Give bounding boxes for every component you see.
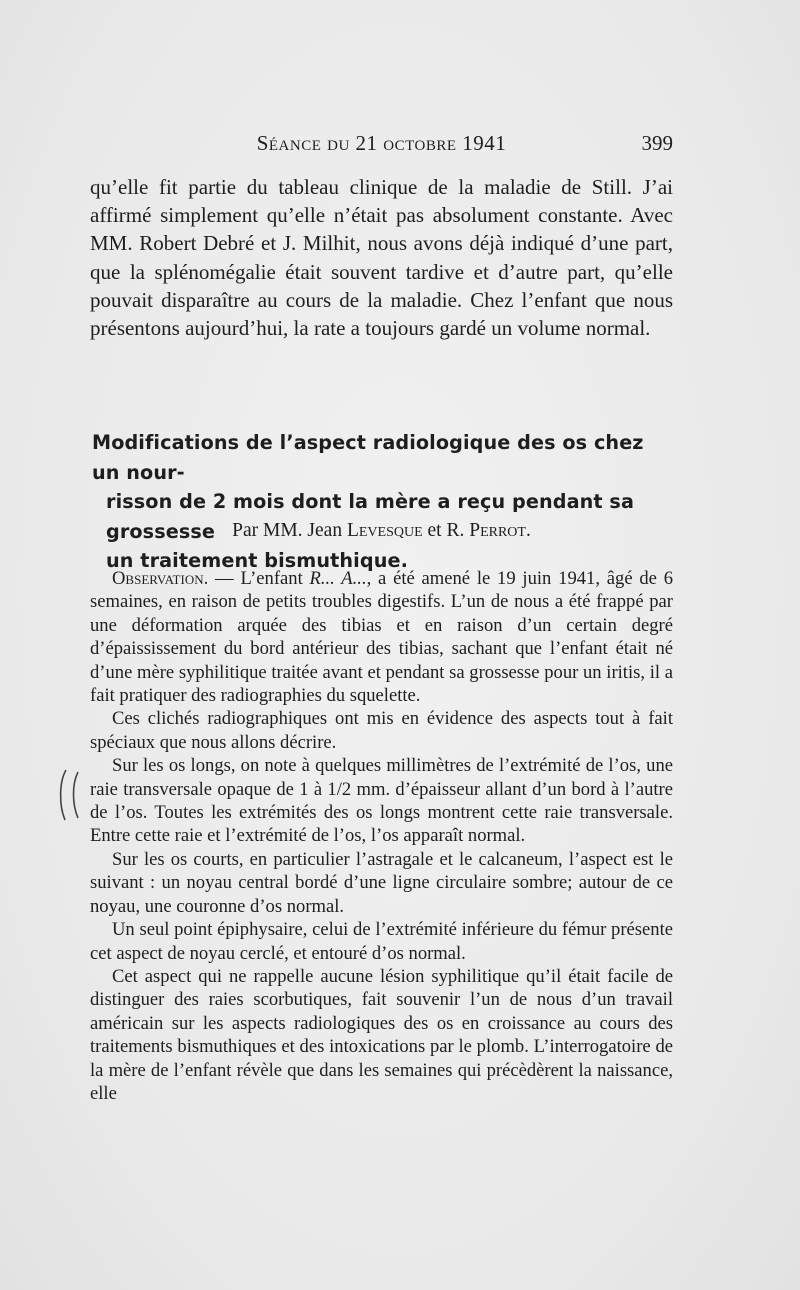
- title-line-1: Modifications de l’aspect radiologique des os chez un nour-: [92, 431, 644, 484]
- continued-paragraph: [90, 173, 673, 342]
- patient-initials: R... A...: [309, 568, 367, 589]
- observation-paragraph-6: Cet aspect qui ne rappelle aucune lésion syphilitique qu’il était facile de distinguer des raies scorbutiques, fait souvenir l’un de nous d’un travail américain sur les aspects radiologiques des os en croissance au cours des traitements bismuthiques et des intoxications par le plomb. L’interrogatoire de la mère de l’enfant révèle que dans les semaines qui précèdèrent la naissance, elle: [90, 965, 673, 1104]
- title-line-2: risson de 2 mois dont la mère a reçu pendant sa grossesse: [106, 490, 634, 543]
- handwritten-margin-bracket: [56, 768, 86, 822]
- running-title: Séance du 21 octobre 1941: [256, 131, 507, 155]
- observation-paragraph-1: Observation. — L’enfant R... A..., a été amené le 19 juin 1941, âgé de 6 semaines, en raison de petits troubles digestifs. L’un de nous a été frappé par une déformation arquée des tibias et en raison d’un certain degré d’épaississement du bord antérieur des tibias, sachant que l’enfant était né d’une mère syphilitique traitée avant et pendant sa grossesse pour un iritis, il a fait pratiquer des radiographies du squelette.: [90, 568, 673, 707]
- running-header: [90, 130, 673, 156]
- article-title: [92, 428, 675, 576]
- paragraph-text: qu’elle fit partie du tableau clinique de la maladie de Still. J’ai affirmé simplement qu’elle n’était pas absolument constante. Avec MM. Robert Debré et J. Milhit, nous avons déjà indiqué d’une part, que la splénomégalie était souvent tardive et d’autre part, qu’elle pouvait disparaître au cours de la maladie. Chez l’enfant que nous présentons aujourd’hui, la rate a toujours gardé un volume normal.: [90, 175, 673, 341]
- author-byline: Par MM. Jean Levesque et R. Perrot.: [232, 520, 531, 541]
- author-name-1: Levesque: [346, 520, 423, 541]
- observation-paragraph-2: Ces clichés radiographiques ont mis en évidence des aspects tout à fait spéciaux que nous allons décrire.: [90, 708, 673, 753]
- observation-paragraph-3: Sur les os longs, on note à quelques millimètres de l’extrémité de l’os, une raie transversale opaque de 1 à 1/2 mm. d’épaisseur allant d’un bord à l’autre de l’os. Toutes les extrémités des os longs montrent cette raie transversale. Entre cette raie et l’extrémité de l’os, l’os apparaît normal.: [90, 755, 673, 847]
- observation-label: Observation.: [112, 568, 209, 589]
- author-name-2: Perrot: [469, 520, 526, 541]
- observation-paragraph-4: Sur les os courts, en particulier l’astragale et le calcaneum, l’aspect est le suivant : un noyau central bordé d’une ligne circulaire sombre; autour de ce noyau, une couronne d’os normal.: [90, 848, 673, 917]
- page-number: 399: [641, 131, 673, 155]
- observation-paragraph-5: Un seul point épiphysaire, celui de l’extrémité inférieure du fémur présente cet aspect de noyau cerclé, et entouré d’os normal.: [90, 919, 673, 964]
- title-line-3: un traitement bismuthique.: [106, 549, 408, 572]
- observation-section: [90, 567, 673, 1105]
